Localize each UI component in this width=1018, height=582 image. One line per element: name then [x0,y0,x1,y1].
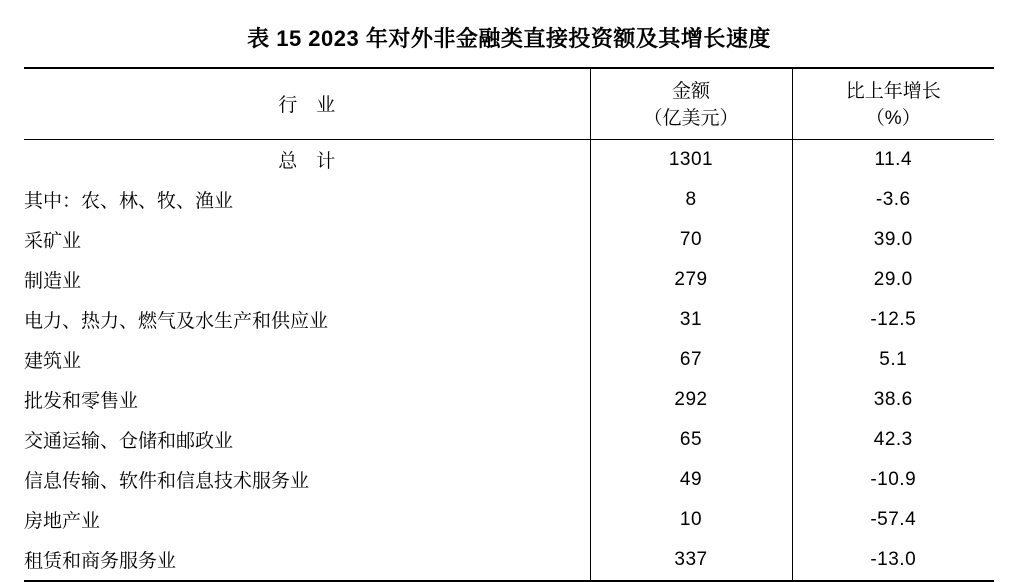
table-row [24,260,994,300]
cell-industry: 其中：农、林、牧、渔业 [24,191,234,212]
cell-growth: 5.1 [792,340,994,380]
cell-amount: 292 [590,380,792,420]
cell-growth: 39.0 [792,220,994,260]
cell-industry: 信息传输、软件和信息技术服务业 [24,471,310,492]
cell-growth: -13.0 [792,540,994,581]
cell-amount: 70 [590,220,792,260]
cell-industry: 批发和零售业 [24,391,139,412]
table-body [24,140,994,582]
table-row [24,300,994,340]
table-row [24,420,994,460]
column-header-growth-line1: 比上年增长 [845,81,941,102]
cell-amount: 337 [590,540,792,581]
cell-industry: 租赁和商务服务业 [24,540,590,581]
column-header-amount-line1: 金额 [671,81,710,102]
cell-industry: 房地产业 [24,511,101,532]
cell-industry: 制造业 [24,271,82,292]
column-header-industry: 行 业 [24,68,590,140]
column-header-amount [590,68,792,140]
table-header [24,68,994,140]
column-header-growth [792,68,994,140]
column-header-growth-line2: （%） [865,108,921,129]
cell-growth: -10.9 [792,460,994,500]
cell-growth: 42.3 [792,420,994,460]
table-row [24,220,994,260]
cell-growth: -3.6 [792,180,994,220]
table-row [24,540,994,581]
cell-amount: 8 [590,180,792,220]
table-header-row [24,68,994,140]
cell-amount: 31 [590,300,792,340]
page-title: 表 15 2023 年对外非金融类直接投资额及其增长速度 [247,26,771,51]
cell-growth: 11.4 [792,140,994,181]
cell-amount: 67 [590,340,792,380]
cell-growth: -12.5 [792,300,994,340]
cell-amount: 1301 [590,140,792,181]
statistics-table [24,67,994,582]
cell-growth: -57.4 [792,500,994,540]
cell-amount: 10 [590,500,792,540]
cell-amount: 279 [590,260,792,300]
table-row [24,180,994,220]
table-row [24,380,994,420]
table-row [24,460,994,500]
cell-industry: 建筑业 [24,351,82,372]
cell-amount: 49 [590,460,792,500]
cell-industry: 总 计 [24,140,590,181]
cell-industry: 电力、热力、燃气及水生产和供应业 [24,311,329,332]
cell-growth: 29.0 [792,260,994,300]
cell-industry: 交通运输、仓储和邮政业 [24,431,234,452]
cell-industry: 采矿业 [24,231,82,252]
table-row [24,340,994,380]
table-row [24,500,994,540]
column-header-amount-line2: （亿美元） [643,108,739,129]
cell-growth: 38.6 [792,380,994,420]
table-row [24,140,994,181]
cell-amount: 65 [590,420,792,460]
